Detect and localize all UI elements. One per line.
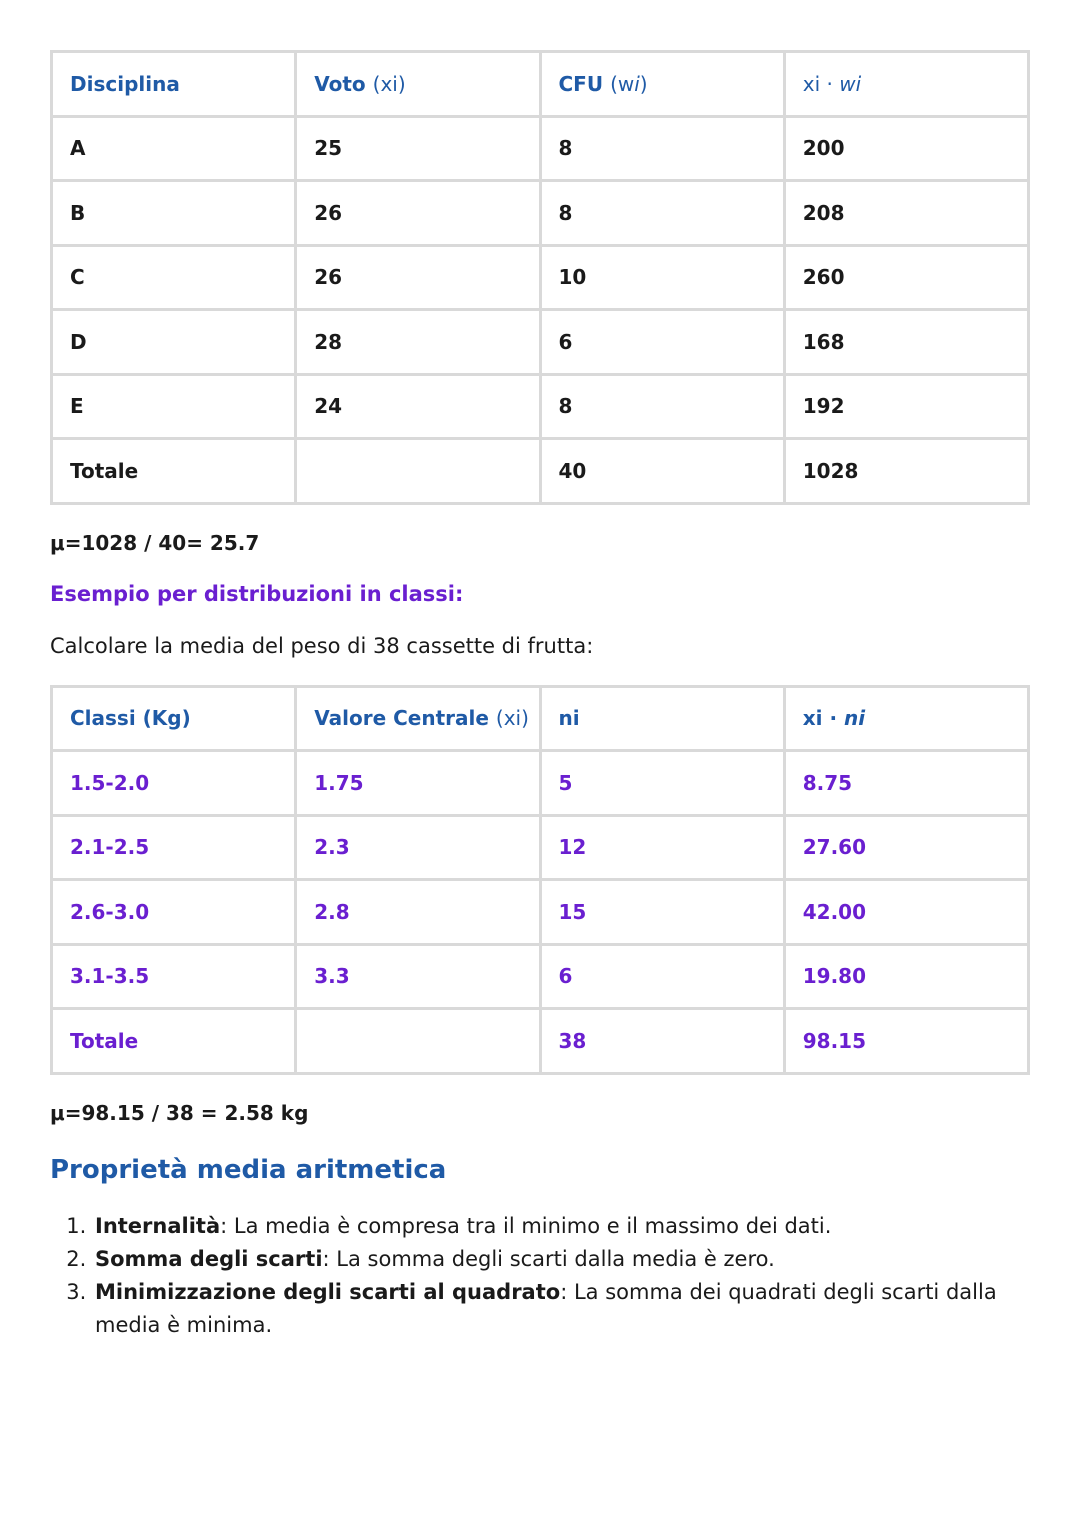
cell-voto: 28 bbox=[296, 310, 540, 375]
table-row bbox=[52, 245, 1029, 310]
cell-product: 168 bbox=[784, 310, 1028, 375]
header-classi: Classi (Kg) bbox=[52, 686, 296, 751]
cell-disciplina: E bbox=[52, 374, 296, 439]
cell-valore: 2.8 bbox=[296, 880, 540, 945]
cell-classi: Totale bbox=[52, 1009, 296, 1074]
cell-product: 42.00 bbox=[784, 880, 1028, 945]
header-product: xi · wi bbox=[784, 52, 1028, 117]
total-row bbox=[52, 1009, 1029, 1074]
cell-voto: 26 bbox=[296, 245, 540, 310]
table-header-row bbox=[52, 686, 1029, 751]
table-row bbox=[52, 880, 1029, 945]
cell-product: 8.75 bbox=[784, 751, 1028, 816]
cell-valore bbox=[296, 1009, 540, 1074]
header-valore-centrale: Valore Centrale (xi) bbox=[296, 686, 540, 751]
cell-disciplina: A bbox=[52, 116, 296, 181]
header-product: xi · ni bbox=[784, 686, 1028, 751]
document-page bbox=[50, 50, 1030, 1342]
weighted-mean-formula: μ=1028 / 40= 25.7 bbox=[50, 530, 260, 555]
list-item bbox=[93, 1276, 1030, 1342]
cell-valore: 2.3 bbox=[296, 815, 540, 880]
cell-cfu: 8 bbox=[540, 116, 784, 181]
cell-ni: 15 bbox=[540, 880, 784, 945]
section-subheading: Esempio per distribuzioni in classi: bbox=[50, 581, 464, 606]
cell-voto: 24 bbox=[296, 374, 540, 439]
cell-product: 200 bbox=[784, 116, 1028, 181]
cell-cfu: 8 bbox=[540, 374, 784, 439]
cell-voto bbox=[296, 439, 540, 504]
cell-product: 208 bbox=[784, 181, 1028, 246]
cell-product: 260 bbox=[784, 245, 1028, 310]
cell-valore: 1.75 bbox=[296, 751, 540, 816]
table-row bbox=[52, 116, 1029, 181]
table-row bbox=[52, 815, 1029, 880]
class-mean-formula: μ=98.15 / 38 = 2.58 kg bbox=[50, 1100, 309, 1125]
table-row bbox=[52, 181, 1029, 246]
cell-classi: 1.5-2.0 bbox=[52, 751, 296, 816]
cell-voto: 25 bbox=[296, 116, 540, 181]
cell-classi: 2.6-3.0 bbox=[52, 880, 296, 945]
list-item bbox=[93, 1210, 1030, 1243]
properties-list bbox=[50, 1210, 1030, 1342]
header-disciplina: Disciplina bbox=[52, 52, 296, 117]
cell-cfu: 8 bbox=[540, 181, 784, 246]
table-header-row bbox=[52, 52, 1029, 117]
table-row bbox=[52, 751, 1029, 816]
cell-classi: 3.1-3.5 bbox=[52, 944, 296, 1009]
property-text: : La media è compresa tra il minimo e il massimo dei dati. bbox=[220, 1213, 832, 1238]
property-term: Somma degli scarti bbox=[95, 1246, 323, 1271]
cell-voto: 26 bbox=[296, 181, 540, 246]
cell-ni: 5 bbox=[540, 751, 784, 816]
class-distribution-table bbox=[50, 685, 1030, 1075]
cell-disciplina: C bbox=[52, 245, 296, 310]
cell-cfu: 40 bbox=[540, 439, 784, 504]
cell-ni: 38 bbox=[540, 1009, 784, 1074]
cell-disciplina: Totale bbox=[52, 439, 296, 504]
total-row bbox=[52, 439, 1029, 504]
header-voto: Voto (xi) bbox=[296, 52, 540, 117]
cell-disciplina: B bbox=[52, 181, 296, 246]
cell-product: 27.60 bbox=[784, 815, 1028, 880]
property-term: Internalità bbox=[95, 1213, 221, 1238]
table-row bbox=[52, 310, 1029, 375]
header-cfu: CFU (wi) bbox=[540, 52, 784, 117]
cell-ni: 12 bbox=[540, 815, 784, 880]
cell-disciplina: D bbox=[52, 310, 296, 375]
section-heading: Proprietà media aritmetica bbox=[50, 1154, 447, 1185]
cell-classi: 2.1-2.5 bbox=[52, 815, 296, 880]
cell-product: 98.15 bbox=[784, 1009, 1028, 1074]
table-row bbox=[52, 374, 1029, 439]
cell-cfu: 6 bbox=[540, 310, 784, 375]
header-ni: ni bbox=[540, 686, 784, 751]
cell-cfu: 10 bbox=[540, 245, 784, 310]
property-text: : La somma dei quadrati degli scarti dalla media è minima. bbox=[95, 1279, 997, 1337]
class-table-wrapper bbox=[50, 685, 1030, 1075]
cell-product: 192 bbox=[784, 374, 1028, 439]
instruction-paragraph: Calcolare la media del peso di 38 cassette di frutta: bbox=[50, 633, 594, 658]
table-row bbox=[52, 944, 1029, 1009]
cell-valore: 3.3 bbox=[296, 944, 540, 1009]
weighted-grades-table bbox=[50, 50, 1030, 505]
property-text: : La somma degli scarti dalla media è zero. bbox=[322, 1246, 775, 1271]
cell-product: 1028 bbox=[784, 439, 1028, 504]
cell-product: 19.80 bbox=[784, 944, 1028, 1009]
property-term: Minimizzazione degli scarti al quadrato bbox=[95, 1279, 561, 1304]
cell-ni: 6 bbox=[540, 944, 784, 1009]
list-item bbox=[93, 1243, 1030, 1276]
